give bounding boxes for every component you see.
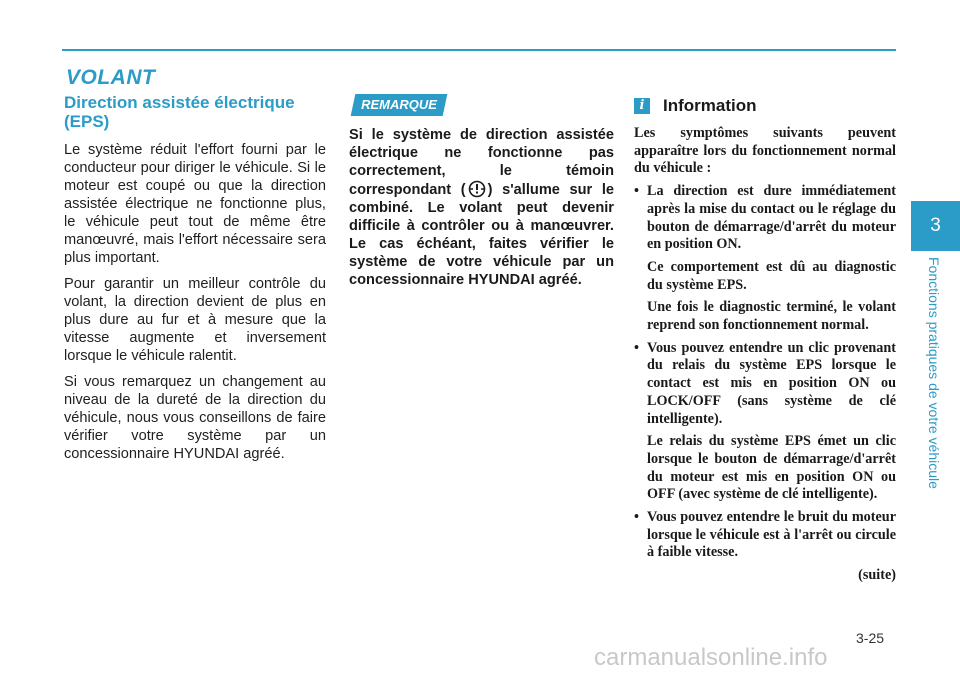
bullet-icon: •	[634, 509, 639, 526]
eps-paragraph-3: Si vous remarquez un changement au niveau de la dureté de la direction du véhicule, nous vous conseillons de faire vérifier votre système par un concessionnaire HYUNDAI agréé.	[64, 374, 326, 462]
info-list	[634, 183, 896, 562]
list-item-sub: Ce comportement est dû au diagnostic du système EPS.	[647, 258, 896, 293]
eps-paragraph-2: Pour garantir un meilleur contrôle du volant, la direction devient de plus en plus dure au fur et à mesure que la vitesse augmente et inversement lorsque le véhicule ralentit.	[64, 276, 326, 364]
remarque-text-part-2: ) s'allume sur le combiné. Le volant peut devenir difficile à contrôler ou à manœuvrer. Le cas échéant, faites vérifier le système de votre véhicule par un concessionnaire HYUNDAI agréé.	[349, 182, 614, 288]
remarque-badge: REMARQUE	[351, 94, 448, 116]
chapter-number-tab: 3	[911, 201, 960, 251]
top-rule	[62, 49, 896, 51]
list-item-text: La direction est dure immédiatement après la mise du contact ou le réglage du bouton de démarrage/d'arrêt du moteur en position ON.	[647, 183, 896, 253]
info-header	[634, 96, 896, 116]
chapter-title: Fonctions pratiques de votre véhicule	[926, 257, 942, 489]
column-information	[634, 96, 896, 585]
list-item	[634, 340, 896, 504]
eps-paragraph-1: Le système réduit l'effort fourni par le conducteur pour diriger le véhicule. Si le moteur est coupé ou que la direction assistée électrique ne fonctionne plus, le véhicule peut tout de même être manœuvré, mais l'effort nécessaire sera plus important.	[64, 142, 326, 266]
remarque-text-part-1: Si le système de direction assistée électrique ne fonctionne pas correctement, le témoin correspondant (	[349, 127, 614, 198]
bullet-icon: •	[634, 183, 639, 200]
remarque-text	[349, 126, 614, 289]
steering-warning-icon	[466, 180, 488, 198]
watermark: carmanualsonline.info	[594, 644, 828, 671]
column-eps	[64, 93, 326, 471]
column-remarque	[349, 94, 614, 289]
section-title: VOLANT	[66, 66, 156, 89]
list-item-sub: Une fois le diagnostic terminé, le volant reprend son fonctionnement normal.	[647, 299, 896, 334]
info-title: Information	[663, 96, 757, 115]
info-intro: Les symptômes suivants peuvent apparaître lors du fonctionnement normal du véhicule :	[634, 125, 896, 177]
info-icon: i	[634, 98, 650, 114]
list-item-sub: Le relais du système EPS émet un clic lorsque le bouton de démarrage/d'arrêt du moteur est mis en position ON ou OFF (avec système de clé intelligente).	[647, 433, 896, 503]
list-item-text: Vous pouvez entendre un clic provenant du relais du système EPS lorsque le contact est mis en position ON ou LOCK/OFF (sans système de clé intelligente).	[647, 339, 896, 427]
eps-heading: Direction assistée électrique (EPS)	[64, 93, 295, 131]
page-number: 3-25	[856, 630, 885, 646]
list-item	[634, 183, 896, 335]
list-item-text: Vous pouvez entendre le bruit du moteur lorsque le véhicule est à l'arrêt ou circule à faible vitesse.	[647, 509, 896, 561]
list-item	[634, 509, 896, 562]
suite-label: (suite)	[858, 567, 896, 584]
bullet-icon: •	[634, 339, 639, 356]
